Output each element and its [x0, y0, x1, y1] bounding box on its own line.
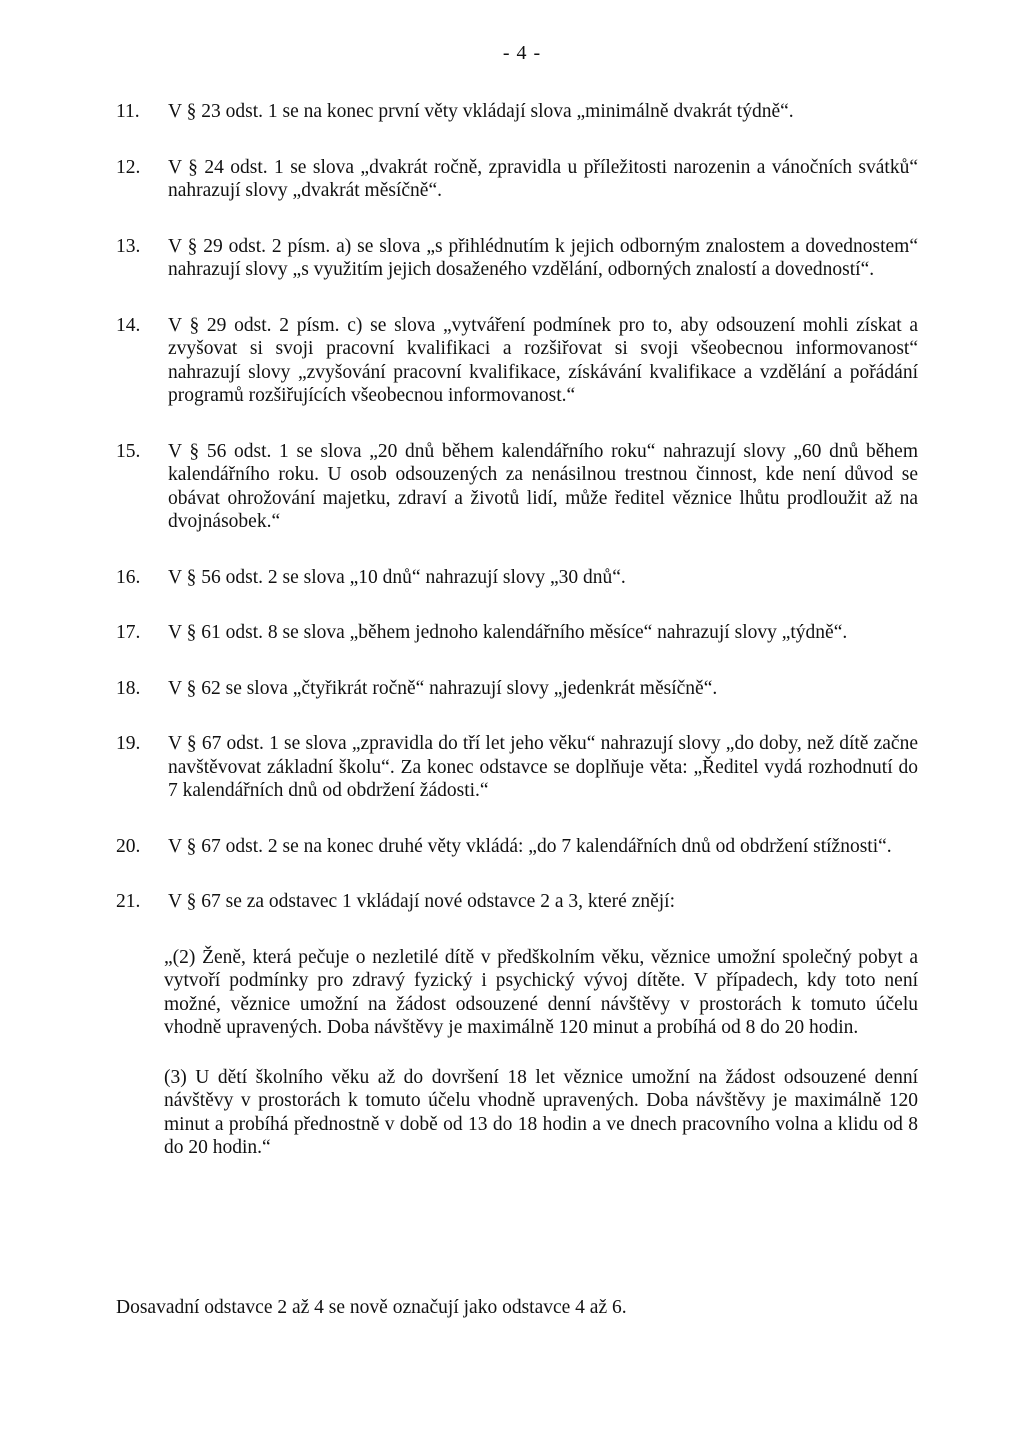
item-number: 21.	[116, 891, 141, 912]
item-text: V § 67 se za odstavec 1 vkládají nové odstavce 2 a 3, které znějí:	[168, 891, 676, 912]
item-number: 14.	[116, 314, 141, 336]
item-number: 17.	[116, 622, 141, 643]
item-text: V § 56 odst. 1 se slova „20 dnů během kalendářního roku“ nahrazují slovy „60 dnů během kalendářního roku. U osob odsouzených za nenásilnou trestnou činnost, kde není důvod se obávat ohrožování majetku, zdraví a životů lidí, může ředitel věznice lhůtu prodloužit až na dvojnásobek.“	[168, 440, 918, 532]
amendment-item-13	[116, 235, 918, 282]
amendment-item-15	[116, 440, 918, 534]
item-text: V § 56 odst. 2 se slova „10 dnů“ nahrazují slovy „30 dnů“.	[168, 566, 626, 588]
amendment-item-14	[116, 314, 918, 408]
amendment-item-21	[116, 890, 918, 914]
item-text: V § 61 odst. 8 se slova „během jednoho kalendářního měsíce“ nahrazují slovy „týdně“.	[168, 622, 848, 643]
item-number: 19.	[116, 733, 141, 754]
item-number: 18.	[116, 677, 141, 699]
item-text: V § 24 odst. 1 se slova „dvakrát ročně, zpravidla u příležitosti narozenin a vánočních svátků“ nahrazují slovy „dvakrát měsíčně“.	[168, 156, 918, 201]
amendment-item-19	[116, 732, 918, 803]
item-text: V § 67 odst. 2 se na konec druhé věty vkládá: „do 7 kalendářních dnů od obdržení stížnosti“.	[168, 835, 892, 857]
quoted-paragraph-3: (3) U dětí školního věku až do dovršení 18 let věznice umožní na žádost odsouzené denní návštěvy v prostorách k tomuto účelu vhodně upravených. Doba návštěvy je maximálně 120 minut a probíhá přednostně v době od 13 do 18 hodin a ve dnech pracovního volna a klidu od 8 do 20 hodin.“	[164, 1066, 918, 1158]
item-text: V § 23 odst. 1 se na konec první věty vkládají slova „minimálně dvakrát týdně“.	[168, 101, 794, 122]
amendment-item-16	[116, 566, 918, 590]
amendment-item-11	[116, 100, 918, 124]
item-number: 16.	[116, 566, 141, 588]
item-number: 20.	[116, 835, 141, 857]
amendment-item-18	[116, 677, 918, 701]
item-text: V § 67 odst. 1 se slova „zpravidla do tří let jeho věku“ nahrazují slovy „do doby, než dítě začne navštěvovat základní školu“. Za konec odstavce se doplňuje věta: „Ředitel vydá rozhodnutí do 7 kalendářních dnů od obdržení žádosti.“	[168, 733, 918, 801]
amendment-list	[116, 100, 918, 1160]
item-text: V § 29 odst. 2 písm. c) se slova „vytváření podmínek pro to, aby odsouzení mohli získat a zvyšovat si svoji pracovní kvalifikaci a rozšiřovat si svoji všeobecnou informovanost“ nahrazují slovy „zvyšování pracovní kvalifikace, získávání kvalifikace a vzdělání a pořádání programů rozšiřujících všeobecnou informovanost.“	[168, 314, 918, 406]
page-number: - 4 -	[502, 42, 542, 64]
item-number: 12.	[116, 156, 141, 178]
item-number: 11.	[116, 101, 140, 122]
closing-sentence: Dosavadní odstavce 2 až 4 se nově označují jako odstavce 4 až 6.	[116, 1297, 627, 1318]
item-text: V § 62 se slova „čtyřikrát ročně“ nahrazují slovy „jedenkrát měsíčně“.	[168, 677, 718, 699]
item-number: 15.	[116, 440, 141, 462]
amendment-item-12	[116, 156, 918, 203]
amendment-item-20	[116, 835, 918, 859]
amendment-item-17	[116, 621, 918, 645]
item-number: 13.	[116, 235, 141, 257]
quoted-paragraph-2: „(2) Ženě, která pečuje o nezletilé dítě v předškolním věku, věznice umožní společný pobyt a vytvoří podmínky pro zdravý fyzický i psychický vývoj dítěte. V případech, kdy toto není možné, věznice umožní na žádost odsouzené denní návštěvy v prostorách k tomuto účelu vhodně upravených. Doba návštěvy je maximálně 120 minut a probíhá od 8 do 20 hodin.	[164, 946, 918, 1038]
item-text: V § 29 odst. 2 písm. a) se slova „s přihlédnutím k jejich odborným znalostem a dovednostem“ nahrazují slovy „s využitím jejich dosaženého vzdělání, odborných znalostí a dovedností“.	[168, 235, 918, 280]
